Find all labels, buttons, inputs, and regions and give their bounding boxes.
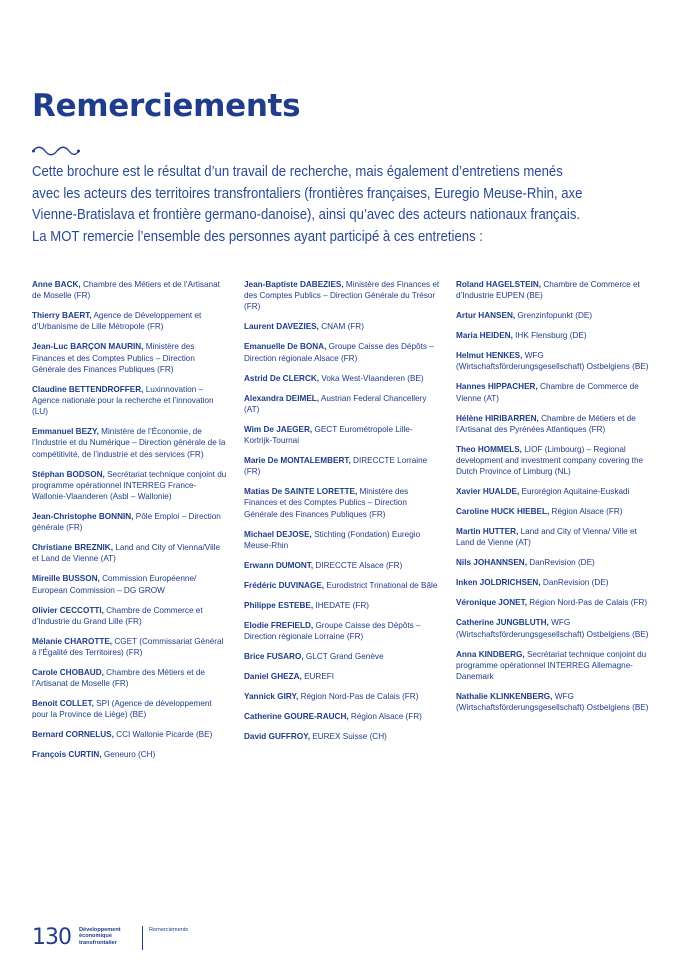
acknowledgement-entry [456, 691, 652, 713]
person-name: Theo HOMMELS, [456, 444, 522, 454]
person-name: François CURTIN, [32, 750, 102, 760]
acknowledgement-entry [32, 605, 228, 627]
person-affiliation: Région Nord-Pas de Calais (FR) [529, 598, 648, 608]
person-affiliation: CNAM (FR) [321, 322, 364, 332]
person-name: Catherine GOURE-RAUCH, [244, 712, 349, 722]
acknowledgement-entry [456, 486, 652, 497]
section-name: Remerciements [149, 927, 189, 933]
person-name: Jean-Christophe BONNIN, [32, 512, 134, 522]
person-name: Yannick GIRY, [244, 692, 299, 702]
acknowledgement-entry [32, 542, 228, 564]
person-affiliation: Pôle Emploi – Direction générale (FR) [32, 512, 221, 533]
person-name: Hannes HIPPACHER, [456, 382, 538, 392]
acknowledgement-entry [244, 529, 440, 551]
acknowledgement-entry [244, 560, 440, 571]
person-affiliation: Chambre de Commerce et d’Industrie du Grand Lille (FR) [32, 605, 203, 626]
person-affiliation: DanRevision (DE) [529, 558, 595, 568]
intro-text [32, 162, 590, 248]
person-name: Xavier HUALDE, [456, 487, 520, 497]
acknowledgement-entry [456, 617, 652, 639]
acknowledgement-entry [32, 636, 228, 658]
person-name: Nathalie KLINKENBERG, [456, 692, 553, 702]
series-title-line: économique [79, 933, 112, 940]
person-affiliation: Agence de Développement et d’Urbanisme de Lille Métropole (FR) [32, 311, 202, 332]
acknowledgement-entry [244, 321, 440, 332]
acknowledgement-entry [244, 600, 440, 611]
person-affiliation: CGET (Commissariat Général à l’Égalité des Territoires) (FR) [32, 636, 224, 658]
person-name: Daniel GHEZA, [244, 672, 302, 682]
person-name: Olivier CECCOTTI, [32, 605, 104, 615]
person-affiliation: WFG (Wirtschaftsförderungsgesellschaft) Ostbelgiens (BE) [456, 692, 649, 713]
acknowledgement-entry [32, 426, 228, 460]
page-number: 130 [32, 925, 71, 950]
person-affiliation: Commission Européenne/ European Commission – DG GROW [32, 574, 197, 595]
person-affiliation: Ministère des Finances et des Comptes Publics – Direction Générale des Finances Publiques (FR) [32, 342, 195, 374]
acknowledgement-entry [244, 671, 440, 682]
acknowledgement-entry [244, 620, 440, 642]
person-affiliation: GLCT Grand Genève [305, 652, 384, 662]
person-name: Hélène HIRIBARREN, [456, 413, 539, 423]
series-title-line: transfrontalier [79, 939, 117, 946]
person-name: Bernard CORNELUS, [32, 730, 114, 740]
acknowledgement-entry [244, 455, 440, 477]
person-name: Roland HAGELSTEIN, [456, 280, 542, 289]
person-affiliation: Land and City of Vienna/ Ville et Land de Vienne (AT) [456, 527, 637, 548]
person-name: Claudine BETTENDROFFER, [32, 384, 144, 394]
acknowledgement-entry [32, 749, 228, 760]
person-name: Elodie FREFIELD, [244, 620, 314, 630]
person-name: Benoit COLLET, [32, 699, 94, 709]
person-affiliation: Ministère de l’Économie, de l’Industrie et du Numérique – Direction générale de la compétitivité, de l’industrie et des services (FR) [32, 427, 226, 459]
person-affiliation: Chambre de Commerce et d’Industrie EUPEN (BE) [456, 280, 640, 301]
acknowledgement-entry [244, 393, 440, 415]
person-affiliation: CCI Wallonie Picarde (BE) [116, 730, 213, 740]
person-name: Laurent DAVEZIES, [244, 322, 319, 332]
acknowledgement-entry [244, 279, 440, 313]
person-name: Nils JOHANNSEN, [456, 558, 527, 568]
person-name: Jean-Baptiste DABEZIES, [244, 280, 344, 289]
person-affiliation: Grenzinfopunkt (DE) [517, 311, 593, 321]
person-name: Philippe ESTEBE, [244, 600, 314, 610]
person-affiliation: DanRevision (DE) [542, 578, 609, 588]
person-affiliation: DIRECCTE Lorraine (FR) [244, 456, 428, 477]
acknowledgement-entry [456, 279, 652, 301]
person-name: Wim De JAEGER, [244, 424, 313, 434]
series-title [79, 927, 121, 946]
person-affiliation: LIOF (Limbourg) – Regional development and investment company covering the Dutch Province of Limburg (NL) [456, 444, 644, 477]
acknowledgement-entry [244, 424, 440, 446]
intro-paragraph: La MOT remercie l’ensemble des personnes ayant participé à ces entretiens : [32, 228, 483, 245]
acknowledgement-entry [32, 469, 228, 503]
person-affiliation: Chambre de Commerce de Vienne (AT) [456, 382, 639, 403]
person-name: Caroline HUCK HIEBEL, [456, 507, 550, 517]
acknowledgement-entry [244, 711, 440, 722]
acknowledgement-entry [244, 580, 440, 591]
person-name: Erwann DUMONT, [244, 560, 314, 570]
acknowledgement-entry [32, 573, 228, 595]
acknowledgement-entry [32, 698, 228, 720]
person-name: Emmanuel BEZY, [32, 427, 99, 437]
person-affiliation: Luxinnovation – Agence nationale pour la recherche et l’innovation (LU) [32, 384, 214, 417]
footer-divider [142, 926, 143, 950]
intro-paragraph: Cette brochure est le résultat d’un travail de recherche, mais également d’entretiens menés avec les acteurs des territoires transfrontaliers (frontières françaises, Euregio Meuse-Rhin, axe Vienne-Bratislava et frontière germano-danoise), ainsi qu’avec des acteurs nationaux français. [32, 164, 583, 223]
acknowledgement-entry [456, 444, 652, 478]
acknowledgements-column-3 [456, 279, 652, 722]
acknowledgement-entry [456, 597, 652, 608]
person-name: Christiane BREZNIK, [32, 543, 113, 553]
acknowledgement-entry [244, 373, 440, 384]
person-affiliation: Groupe Caisse des Dépôts – Direction régionale Lorraine (FR) [244, 620, 421, 642]
person-name: David GUFFROY, [244, 732, 310, 742]
person-affiliation: Chambre des Métiers et de l’Artisanat de Moselle (FR) [32, 280, 220, 301]
acknowledgement-entry [456, 381, 652, 403]
acknowledgement-entry [456, 649, 652, 683]
acknowledgement-entry [32, 511, 228, 533]
person-name: Brice FUSARO, [244, 652, 304, 662]
person-name: Mireille BUSSON, [32, 574, 100, 584]
person-name: Maria HEIDEN, [456, 331, 513, 341]
acknowledgement-entry [456, 577, 652, 588]
person-name: Catherine JUNGBLUTH, [456, 618, 549, 628]
person-affiliation: Ministère des Finances et des Comptes Publics – Direction Générale des Finances Publiques (FR) [244, 487, 409, 519]
person-affiliation: Groupe Caisse des Dépôts – Direction régionale Alsace (FR) [244, 342, 434, 363]
acknowledgement-entry [32, 384, 228, 418]
person-affiliation: Eurodistrict Trinational de Bâle [326, 580, 438, 590]
person-affiliation: Land and City of Vienna/Ville et Land de Vienne (AT) [32, 543, 221, 564]
person-affiliation: Voka West-Vlaanderen (BE) [321, 373, 424, 383]
acknowledgement-entry [244, 691, 440, 702]
person-name: Michael DEJOSE, [244, 529, 312, 539]
person-name: Astrid De CLERCK, [244, 373, 320, 383]
person-name: Jean-Luc BARÇON MAURIN, [32, 342, 144, 352]
acknowledgement-entry [244, 651, 440, 662]
person-name: Véronique JONET, [456, 598, 527, 608]
person-name: Frédéric DUVINAGE, [244, 580, 325, 590]
person-affiliation: SPI (Agence de développement pour la Province de Liège) (BE) [32, 699, 212, 720]
person-name: Inken JOLDRICHSEN, [456, 578, 541, 588]
acknowledgement-entry [32, 667, 228, 689]
person-affiliation: DIRECCTE Alsace (FR) [315, 560, 403, 570]
person-affiliation: Stichting (Fondation) Euregio Meuse-Rhin [244, 529, 421, 550]
acknowledgement-entry [32, 279, 228, 301]
person-affiliation: Chambre des Métiers et de l’Artisanat de Moselle (FR) [32, 668, 205, 689]
person-name: Carole CHOBAUD, [32, 668, 104, 678]
person-affiliation: IHEDATE (FR) [315, 600, 369, 610]
acknowledgement-entry [456, 526, 652, 548]
acknowledgements-column-1 [32, 279, 228, 769]
acknowledgement-entry [244, 486, 440, 520]
person-affiliation: Eurorégion Aquitaine-Euskadi [521, 487, 630, 497]
person-affiliation: Ministère des Finances et des Comptes Publics – Direction Générale du Trésor (FR) [244, 280, 440, 312]
person-affiliation: Chambre de Métiers et de l’Artisanat des Pyrénées Atlantiques (FR) [456, 413, 636, 434]
person-name: Mélanie CHAROTTE, [32, 636, 113, 646]
acknowledgement-entry [456, 506, 652, 517]
wave-ornament-icon [32, 146, 80, 156]
person-affiliation: Région Alsace (FR) [551, 507, 623, 517]
acknowledgement-entry [32, 341, 228, 375]
person-name: Thierry BAERT, [32, 311, 92, 321]
acknowledgement-entry [456, 557, 652, 568]
acknowledgements-column-2 [244, 279, 440, 751]
person-name: Matias De SAINTE LORETTE, [244, 487, 358, 497]
acknowledgement-entry [456, 350, 652, 372]
page-title: Remerciements [32, 88, 301, 124]
person-affiliation: Secrétariat technique conjoint du programme opérationnel INTERREG Allemagne-Danemark [456, 649, 647, 682]
person-name: Emanuelle De BONA, [244, 342, 327, 352]
acknowledgement-entry [456, 413, 652, 435]
person-name: Alexandra DEIMEL, [244, 393, 320, 403]
acknowledgement-entry [32, 310, 228, 332]
person-name: Helmut HENKES, [456, 351, 523, 361]
person-affiliation: Geneuro (CH) [103, 750, 156, 760]
person-name: Anne BACK, [32, 280, 81, 289]
person-affiliation: Secrétariat technique conjoint du programme opérationnel INTERREG France-Wallonie-Vlaanderen (Asbl – Wallonie) [32, 469, 227, 502]
acknowledgement-entry [244, 341, 440, 363]
series-title-line: Développement [79, 927, 121, 933]
person-name: Marie De MONTALEMBERT, [244, 456, 351, 466]
person-affiliation: Région Nord-Pas de Calais (FR) [300, 692, 419, 702]
person-name: Martin HUTTER, [456, 527, 519, 537]
person-affiliation: Région Alsace (FR) [350, 712, 422, 722]
person-affiliation: Austrian Federal Chancellery (AT) [244, 393, 427, 414]
acknowledgement-entry [244, 731, 440, 742]
person-affiliation: EUREFI [304, 672, 335, 682]
person-affiliation: EUREX Suisse (CH) [312, 732, 387, 742]
person-name: Anna KINDBERG, [456, 649, 525, 659]
acknowledgement-entry [32, 729, 228, 740]
person-name: Artur HANSEN, [456, 311, 516, 321]
person-affiliation: WFG (Wirtschaftsförderungsgesellschaft) Ostbelgiens (BE) [456, 618, 649, 639]
person-affiliation: GECT Eurométropole Lille-Kortrijk-Tournai [244, 424, 413, 446]
acknowledgement-entry [456, 330, 652, 341]
person-name: Stéphan BODSON, [32, 469, 105, 479]
acknowledgement-entry [456, 310, 652, 321]
person-affiliation: WFG (Wirtschaftsförderungsgesellschaft) Ostbelgiens (BE) [456, 351, 649, 372]
person-affiliation: IHK Flensburg (DE) [515, 331, 587, 341]
